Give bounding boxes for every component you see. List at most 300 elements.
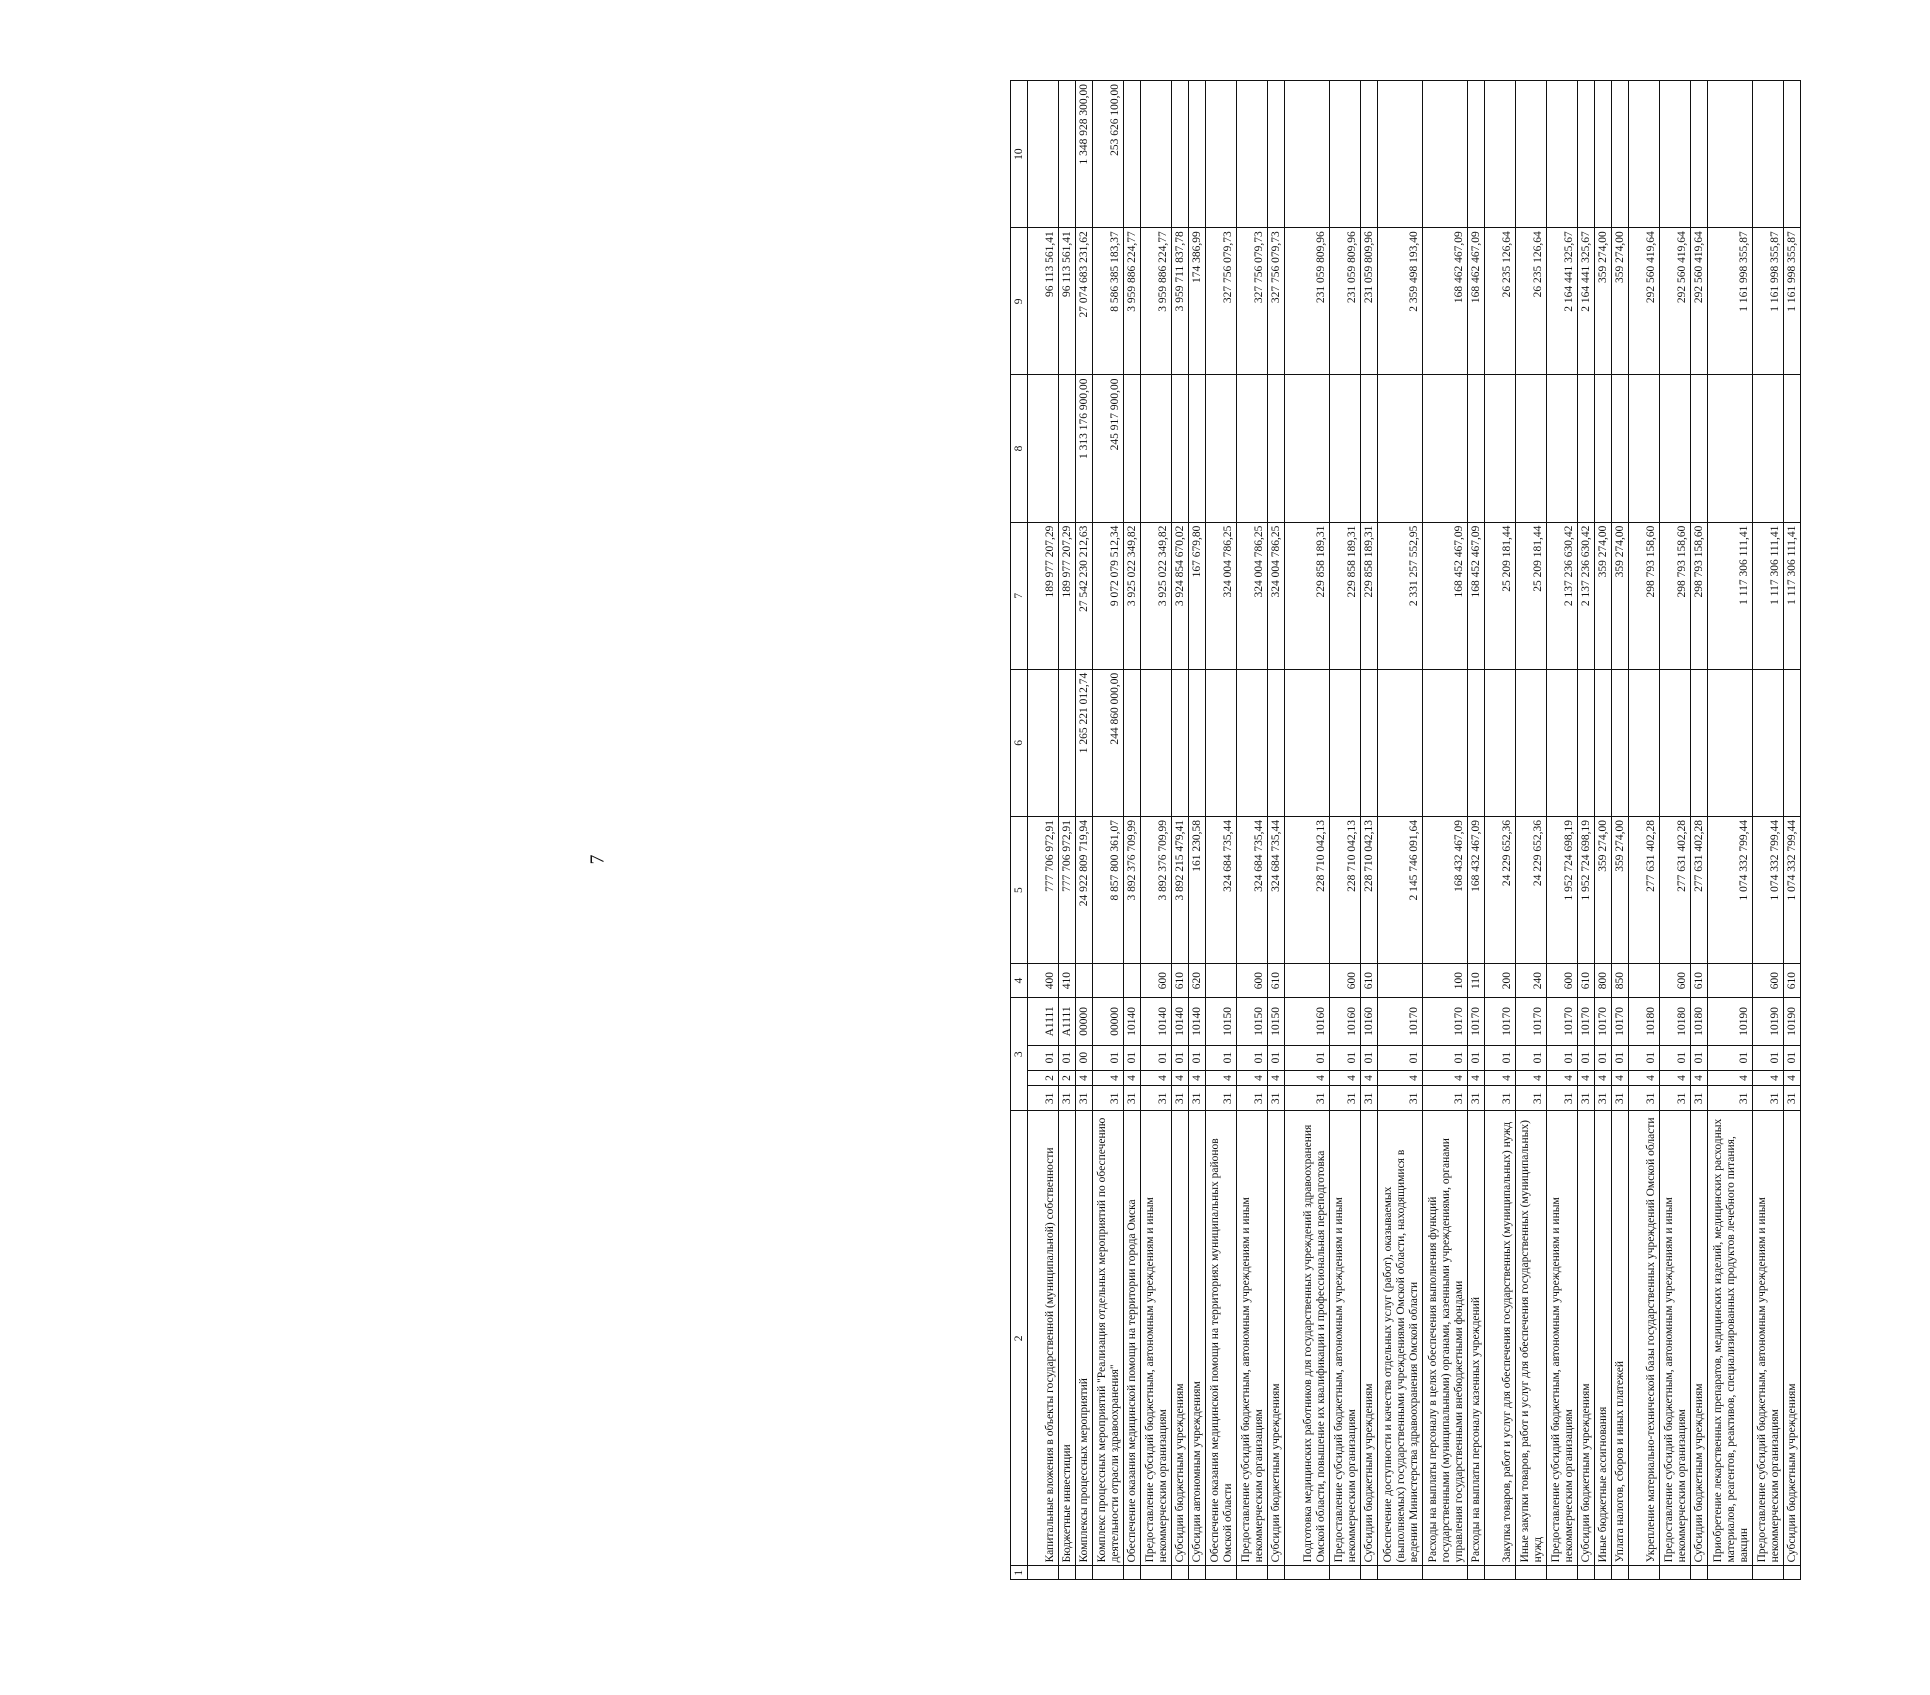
code-subprogram: 01 — [1285, 1045, 1330, 1070]
code-direction: 10180 — [1660, 998, 1691, 1046]
row-number-cell — [1378, 1566, 1423, 1580]
value-col-5: 777 706 972,91 — [1028, 816, 1059, 963]
code-subprogram: 01 — [1691, 1045, 1708, 1070]
row-name: Расходы на выплаты персоналу казенных учреждений — [1468, 1111, 1485, 1566]
header-row — [1011, 81, 1028, 1580]
value-col-9: 8 586 385 183,37 — [1093, 228, 1124, 375]
expense-type — [1124, 964, 1141, 998]
value-col-10 — [1423, 81, 1468, 228]
header-col-5: 5 — [1011, 816, 1028, 963]
value-col-8 — [1141, 375, 1172, 522]
code-direction: 00000 — [1093, 998, 1124, 1046]
table-row — [1784, 81, 1801, 1580]
value-col-9: 327 756 079,73 — [1206, 228, 1237, 375]
value-col-5: 8 857 800 361,07 — [1093, 816, 1124, 963]
value-col-10 — [1629, 81, 1660, 228]
table-row — [1660, 81, 1691, 1580]
value-col-10 — [1516, 81, 1547, 228]
code-type: 4 — [1076, 1070, 1093, 1086]
row-number-cell — [1237, 1566, 1268, 1580]
row-name: Капитальные вложения в объекты государственной (муниципальной) собственности — [1028, 1111, 1059, 1566]
expense-type: 610 — [1361, 964, 1378, 998]
code-type: 4 — [1172, 1070, 1189, 1086]
code-direction: 10150 — [1268, 998, 1285, 1046]
code-program: 31 — [1059, 1086, 1076, 1111]
row-name: Субсидии бюджетным учреждениям — [1784, 1111, 1801, 1566]
row-name: Закупка товаров, работ и услуг для обеспечения государственных (муниципальных) нужд — [1485, 1111, 1516, 1566]
value-col-5: 24 922 809 719,94 — [1076, 816, 1093, 963]
value-col-7: 2 137 236 630,42 — [1547, 522, 1578, 669]
code-program: 31 — [1189, 1086, 1206, 1111]
code-subprogram: 01 — [1485, 1045, 1516, 1070]
code-subprogram: 01 — [1268, 1045, 1285, 1070]
expense-type: 600 — [1753, 964, 1784, 998]
row-name: Предоставление субсидий бюджетным, автономным учреждениям и иным некоммерческим организациям — [1330, 1111, 1361, 1566]
code-subprogram: 01 — [1361, 1045, 1378, 1070]
expense-type: 240 — [1516, 964, 1547, 998]
value-col-10 — [1485, 81, 1516, 228]
code-type: 4 — [1268, 1070, 1285, 1086]
value-col-8 — [1285, 375, 1330, 522]
value-col-6 — [1784, 669, 1801, 816]
code-program: 31 — [1485, 1086, 1516, 1111]
header-col-3: 3 — [1011, 998, 1028, 1111]
row-name: Субсидии бюджетным учреждениям — [1578, 1111, 1595, 1566]
row-name: Подготовка медицинских работников для государственных учреждений здравоохранения Омской области, повышение их квалификации и профессиональная переподготовка — [1285, 1111, 1330, 1566]
value-col-6 — [1691, 669, 1708, 816]
code-program: 31 — [1691, 1086, 1708, 1111]
value-col-9: 174 386,99 — [1189, 228, 1206, 375]
code-program: 31 — [1753, 1086, 1784, 1111]
row-number-cell — [1485, 1566, 1516, 1580]
value-col-10 — [1285, 81, 1330, 228]
code-type: 4 — [1423, 1070, 1468, 1086]
value-col-8 — [1784, 375, 1801, 522]
value-col-10 — [1330, 81, 1361, 228]
value-col-8 — [1708, 375, 1753, 522]
value-col-6 — [1206, 669, 1237, 816]
value-col-6 — [1629, 669, 1660, 816]
row-number-cell — [1784, 1566, 1801, 1580]
value-col-9: 96 113 561,41 — [1059, 228, 1076, 375]
table-row — [1268, 81, 1285, 1580]
code-type: 4 — [1124, 1070, 1141, 1086]
expense-type — [1629, 964, 1660, 998]
value-col-10 — [1361, 81, 1378, 228]
table-row — [1141, 81, 1172, 1580]
code-type: 4 — [1578, 1070, 1595, 1086]
code-type: 2 — [1059, 1070, 1076, 1086]
code-program: 31 — [1285, 1086, 1330, 1111]
value-col-5: 324 684 735,44 — [1237, 816, 1268, 963]
code-type: 4 — [1708, 1070, 1753, 1086]
value-col-5: 277 631 402,28 — [1660, 816, 1691, 963]
value-col-6: 244 860 000,00 — [1093, 669, 1124, 816]
value-col-8 — [1124, 375, 1141, 522]
value-col-8 — [1059, 375, 1076, 522]
value-col-5: 1 074 332 799,44 — [1753, 816, 1784, 963]
code-subprogram: 00 — [1076, 1045, 1093, 1070]
value-col-7: 298 793 158,60 — [1629, 522, 1660, 669]
header-col-9: 9 — [1011, 228, 1028, 375]
value-col-9: 3 959 886 224,77 — [1124, 228, 1141, 375]
code-direction: 10150 — [1237, 998, 1268, 1046]
value-col-8 — [1612, 375, 1629, 522]
row-name: Субсидии бюджетным учреждениям — [1691, 1111, 1708, 1566]
row-number-cell — [1547, 1566, 1578, 1580]
value-col-8 — [1629, 375, 1660, 522]
code-direction: 10170 — [1468, 998, 1485, 1046]
value-col-9: 1 161 998 355,87 — [1784, 228, 1801, 375]
value-col-9: 359 274,00 — [1595, 228, 1612, 375]
value-col-7: 167 679,80 — [1189, 522, 1206, 669]
value-col-9: 3 959 711 837,78 — [1172, 228, 1189, 375]
code-type: 4 — [1516, 1070, 1547, 1086]
code-subprogram: 01 — [1612, 1045, 1629, 1070]
code-direction: 10140 — [1189, 998, 1206, 1046]
code-subprogram: 01 — [1028, 1045, 1059, 1070]
value-col-9: 1 161 998 355,87 — [1753, 228, 1784, 375]
code-subprogram: 01 — [1237, 1045, 1268, 1070]
value-col-5: 168 432 467,09 — [1423, 816, 1468, 963]
value-col-8 — [1361, 375, 1378, 522]
row-name: Комплексы процессных мероприятий — [1076, 1111, 1093, 1566]
code-type: 4 — [1660, 1070, 1691, 1086]
row-name: Иные бюджетные ассигнования — [1595, 1111, 1612, 1566]
code-direction: А1111 — [1059, 998, 1076, 1046]
value-col-10 — [1784, 81, 1801, 228]
row-number-cell — [1361, 1566, 1378, 1580]
expense-type: 600 — [1237, 964, 1268, 998]
code-direction: А1111 — [1028, 998, 1059, 1046]
value-col-9: 3 959 886 224,77 — [1141, 228, 1172, 375]
code-type: 4 — [1784, 1070, 1801, 1086]
value-col-6 — [1141, 669, 1172, 816]
value-col-7: 189 977 207,29 — [1059, 522, 1076, 669]
table-row — [1206, 81, 1237, 1580]
row-name: Субсидии бюджетным учреждениям — [1172, 1111, 1189, 1566]
value-col-8: 1 313 176 900,00 — [1076, 375, 1093, 522]
row-name: Уплата налогов, сборов и иных платежей — [1612, 1111, 1629, 1566]
code-direction: 10170 — [1378, 998, 1423, 1046]
value-col-5: 24 229 652,36 — [1516, 816, 1547, 963]
value-col-6 — [1059, 669, 1076, 816]
code-subprogram: 01 — [1547, 1045, 1578, 1070]
value-col-7: 229 858 189,31 — [1330, 522, 1361, 669]
expense-type: 610 — [1172, 964, 1189, 998]
code-direction: 10170 — [1612, 998, 1629, 1046]
value-col-8 — [1206, 375, 1237, 522]
code-type: 4 — [1361, 1070, 1378, 1086]
value-col-6 — [1330, 669, 1361, 816]
code-program: 31 — [1361, 1086, 1378, 1111]
row-name: Субсидии бюджетным учреждениям — [1361, 1111, 1378, 1566]
value-col-10 — [1206, 81, 1237, 228]
code-direction: 10140 — [1141, 998, 1172, 1046]
expense-type — [1708, 964, 1753, 998]
row-name: Предоставление субсидий бюджетным, автономным учреждениям и иным некоммерческим организациям — [1547, 1111, 1578, 1566]
table-row — [1237, 81, 1268, 1580]
value-col-6: 1 265 221 012,74 — [1076, 669, 1093, 816]
value-col-6 — [1378, 669, 1423, 816]
code-program: 31 — [1547, 1086, 1578, 1111]
expense-type — [1093, 964, 1124, 998]
value-col-7: 2 331 257 552,95 — [1378, 522, 1423, 669]
expense-type: 610 — [1578, 964, 1595, 998]
value-col-5: 324 684 735,44 — [1206, 816, 1237, 963]
value-col-5: 24 229 652,36 — [1485, 816, 1516, 963]
code-type: 4 — [1189, 1070, 1206, 1086]
code-direction: 10140 — [1172, 998, 1189, 1046]
value-col-7: 324 004 786,25 — [1268, 522, 1285, 669]
table-row — [1124, 81, 1141, 1580]
row-number-cell — [1691, 1566, 1708, 1580]
value-col-9: 26 235 126,64 — [1516, 228, 1547, 375]
value-col-6 — [1547, 669, 1578, 816]
row-number-cell — [1141, 1566, 1172, 1580]
code-program: 31 — [1516, 1086, 1547, 1111]
expense-type: 600 — [1141, 964, 1172, 998]
value-col-7: 1 117 306 111,41 — [1784, 522, 1801, 669]
value-col-8 — [1516, 375, 1547, 522]
code-program: 31 — [1784, 1086, 1801, 1111]
row-name: Обеспечение оказания медицинской помощи на территории города Омска — [1124, 1111, 1141, 1566]
row-name: Иные закупки товаров, работ и услуг для обеспечения государственных (муниципальных) нужд — [1516, 1111, 1547, 1566]
code-subprogram: 01 — [1753, 1045, 1784, 1070]
value-col-9: 168 462 467,09 — [1468, 228, 1485, 375]
table-body — [1028, 81, 1801, 1580]
value-col-7: 168 452 467,09 — [1423, 522, 1468, 669]
code-subprogram: 01 — [1189, 1045, 1206, 1070]
code-direction: 10180 — [1691, 998, 1708, 1046]
code-direction: 10170 — [1516, 998, 1547, 1046]
value-col-5: 277 631 402,28 — [1691, 816, 1708, 963]
value-col-10 — [1028, 81, 1059, 228]
value-col-7: 324 004 786,25 — [1206, 522, 1237, 669]
table-row — [1059, 81, 1076, 1580]
table-row — [1578, 81, 1595, 1580]
expense-type: 620 — [1189, 964, 1206, 998]
value-col-8 — [1028, 375, 1059, 522]
code-subprogram: 01 — [1172, 1045, 1189, 1070]
value-col-7: 2 137 236 630,42 — [1578, 522, 1595, 669]
expense-type: 200 — [1485, 964, 1516, 998]
value-col-5: 3 892 376 709,99 — [1124, 816, 1141, 963]
code-type: 4 — [1468, 1070, 1485, 1086]
code-direction: 10190 — [1784, 998, 1801, 1046]
value-col-7: 3 925 022 349,82 — [1124, 522, 1141, 669]
expense-type: 600 — [1547, 964, 1578, 998]
code-type: 4 — [1595, 1070, 1612, 1086]
value-col-6 — [1028, 669, 1059, 816]
row-number-cell — [1189, 1566, 1206, 1580]
row-name: Укрепление материально-технической базы государственных учреждений Омской области — [1629, 1111, 1660, 1566]
value-col-5: 161 230,58 — [1189, 816, 1206, 963]
value-col-10 — [1378, 81, 1423, 228]
code-program: 31 — [1468, 1086, 1485, 1111]
code-direction: 10180 — [1629, 998, 1660, 1046]
code-direction: 10170 — [1578, 998, 1595, 1046]
code-direction: 10160 — [1330, 998, 1361, 1046]
code-subprogram: 01 — [1660, 1045, 1691, 1070]
code-program: 31 — [1612, 1086, 1629, 1111]
value-col-6 — [1595, 669, 1612, 816]
value-col-5: 2 145 746 091,64 — [1378, 816, 1423, 963]
row-number-cell — [1076, 1566, 1093, 1580]
value-col-8 — [1547, 375, 1578, 522]
value-col-6 — [1268, 669, 1285, 816]
header-col-10: 10 — [1011, 81, 1028, 228]
expense-type: 610 — [1691, 964, 1708, 998]
row-number-cell — [1612, 1566, 1629, 1580]
row-name: Субсидии автономным учреждениям — [1189, 1111, 1206, 1566]
row-name: Обеспечение оказания медицинской помощи на территориях муниципальных районов Омской области — [1206, 1111, 1237, 1566]
code-program: 31 — [1595, 1086, 1612, 1111]
value-col-6 — [1612, 669, 1629, 816]
code-subprogram: 01 — [1708, 1045, 1753, 1070]
value-col-7: 324 004 786,25 — [1237, 522, 1268, 669]
row-number-cell — [1028, 1566, 1059, 1580]
code-type: 4 — [1612, 1070, 1629, 1086]
value-col-6 — [1753, 669, 1784, 816]
value-col-9: 231 059 809,96 — [1285, 228, 1330, 375]
table-row — [1691, 81, 1708, 1580]
value-col-6 — [1516, 669, 1547, 816]
header-col-8: 8 — [1011, 375, 1028, 522]
code-program: 31 — [1141, 1086, 1172, 1111]
value-col-10 — [1468, 81, 1485, 228]
row-number-cell — [1468, 1566, 1485, 1580]
value-col-6 — [1578, 669, 1595, 816]
code-subprogram: 01 — [1378, 1045, 1423, 1070]
code-direction: 10190 — [1708, 998, 1753, 1046]
value-col-5: 228 710 042,13 — [1330, 816, 1361, 963]
budget-table — [1010, 80, 1801, 1580]
value-col-5: 324 684 735,44 — [1268, 816, 1285, 963]
row-number-cell — [1708, 1566, 1753, 1580]
table-row — [1595, 81, 1612, 1580]
value-col-9: 26 235 126,64 — [1485, 228, 1516, 375]
code-program: 31 — [1237, 1086, 1268, 1111]
code-direction: 00000 — [1076, 998, 1093, 1046]
row-number-cell — [1285, 1566, 1330, 1580]
row-number-cell — [1093, 1566, 1124, 1580]
value-col-8 — [1237, 375, 1268, 522]
row-number-cell — [1059, 1566, 1076, 1580]
code-direction: 10150 — [1206, 998, 1237, 1046]
value-col-9: 292 560 419,64 — [1629, 228, 1660, 375]
code-type: 4 — [1237, 1070, 1268, 1086]
value-col-10: 253 626 100,00 — [1093, 81, 1124, 228]
value-col-9: 2 359 498 193,40 — [1378, 228, 1423, 375]
value-col-7: 25 209 181,44 — [1516, 522, 1547, 669]
value-col-8 — [1691, 375, 1708, 522]
row-name: Расходы на выплаты персоналу в целях обеспечения выполнения функций государственными (муниципальными) органами, казенными учреждениями, органами управления государственными внебюджетными фондами — [1423, 1111, 1468, 1566]
table-row — [1330, 81, 1361, 1580]
value-col-5: 168 432 467,09 — [1468, 816, 1485, 963]
expense-type: 610 — [1784, 964, 1801, 998]
table-row — [1629, 81, 1660, 1580]
value-col-7: 1 117 306 111,41 — [1753, 522, 1784, 669]
value-col-8 — [1330, 375, 1361, 522]
row-number-cell — [1629, 1566, 1660, 1580]
value-col-8 — [1172, 375, 1189, 522]
code-subprogram: 01 — [1516, 1045, 1547, 1070]
value-col-8 — [1268, 375, 1285, 522]
value-col-7: 298 793 158,60 — [1660, 522, 1691, 669]
value-col-10 — [1172, 81, 1189, 228]
code-type: 4 — [1485, 1070, 1516, 1086]
value-col-8 — [1423, 375, 1468, 522]
code-subprogram: 01 — [1595, 1045, 1612, 1070]
value-col-6 — [1485, 669, 1516, 816]
value-col-9: 359 274,00 — [1612, 228, 1629, 375]
code-direction: 10170 — [1485, 998, 1516, 1046]
code-subprogram: 01 — [1124, 1045, 1141, 1070]
value-col-10 — [1237, 81, 1268, 228]
value-col-9: 292 560 419,64 — [1660, 228, 1691, 375]
value-col-5: 1 952 724 698,19 — [1547, 816, 1578, 963]
row-number-cell — [1172, 1566, 1189, 1580]
code-program: 31 — [1578, 1086, 1595, 1111]
code-subprogram: 01 — [1423, 1045, 1468, 1070]
code-type: 4 — [1206, 1070, 1237, 1086]
budget-table-container — [1010, 80, 1930, 1580]
code-type: 4 — [1141, 1070, 1172, 1086]
value-col-9: 168 462 467,09 — [1423, 228, 1468, 375]
value-col-7: 298 793 158,60 — [1691, 522, 1708, 669]
value-col-5: 1 074 332 799,44 — [1784, 816, 1801, 963]
value-col-7: 359 274,00 — [1595, 522, 1612, 669]
code-type: 4 — [1547, 1070, 1578, 1086]
table-row — [1076, 81, 1093, 1580]
table-row — [1378, 81, 1423, 1580]
value-col-10 — [1753, 81, 1784, 228]
value-col-9: 231 059 809,96 — [1361, 228, 1378, 375]
value-col-7: 229 858 189,31 — [1361, 522, 1378, 669]
code-subprogram: 01 — [1093, 1045, 1124, 1070]
value-col-5: 228 710 042,13 — [1285, 816, 1330, 963]
code-subprogram: 01 — [1468, 1045, 1485, 1070]
code-program: 31 — [1423, 1086, 1468, 1111]
value-col-5: 777 706 972,91 — [1059, 816, 1076, 963]
value-col-6 — [1361, 669, 1378, 816]
value-col-10 — [1124, 81, 1141, 228]
value-col-7: 189 977 207,29 — [1028, 522, 1059, 669]
table-row — [1093, 81, 1124, 1580]
value-col-8 — [1485, 375, 1516, 522]
value-col-8 — [1378, 375, 1423, 522]
header-col-1: 1 — [1011, 1566, 1028, 1580]
value-col-5: 1 952 724 698,19 — [1578, 816, 1595, 963]
expense-type: 600 — [1330, 964, 1361, 998]
value-col-9: 27 074 683 231,62 — [1076, 228, 1093, 375]
value-col-7: 3 924 854 670,02 — [1172, 522, 1189, 669]
value-col-9: 96 113 561,41 — [1028, 228, 1059, 375]
code-program: 31 — [1093, 1086, 1124, 1111]
expense-type: 400 — [1028, 964, 1059, 998]
value-col-8 — [1660, 375, 1691, 522]
value-col-5: 359 274,00 — [1612, 816, 1629, 963]
row-name: Приобретение лекарственных препаратов, медицинских изделий, медицинских расходных материалов, реагентов, реактивов, специализированных продуктов лечебного питания, вакцин — [1708, 1111, 1753, 1566]
value-col-10 — [1578, 81, 1595, 228]
header-col-2: 2 — [1011, 1111, 1028, 1566]
value-col-6 — [1708, 669, 1753, 816]
value-col-10 — [1547, 81, 1578, 228]
row-name: Предоставление субсидий бюджетным, автономным учреждениям и иным некоммерческим организациям — [1753, 1111, 1784, 1566]
value-col-10 — [1189, 81, 1206, 228]
code-program: 31 — [1206, 1086, 1237, 1111]
